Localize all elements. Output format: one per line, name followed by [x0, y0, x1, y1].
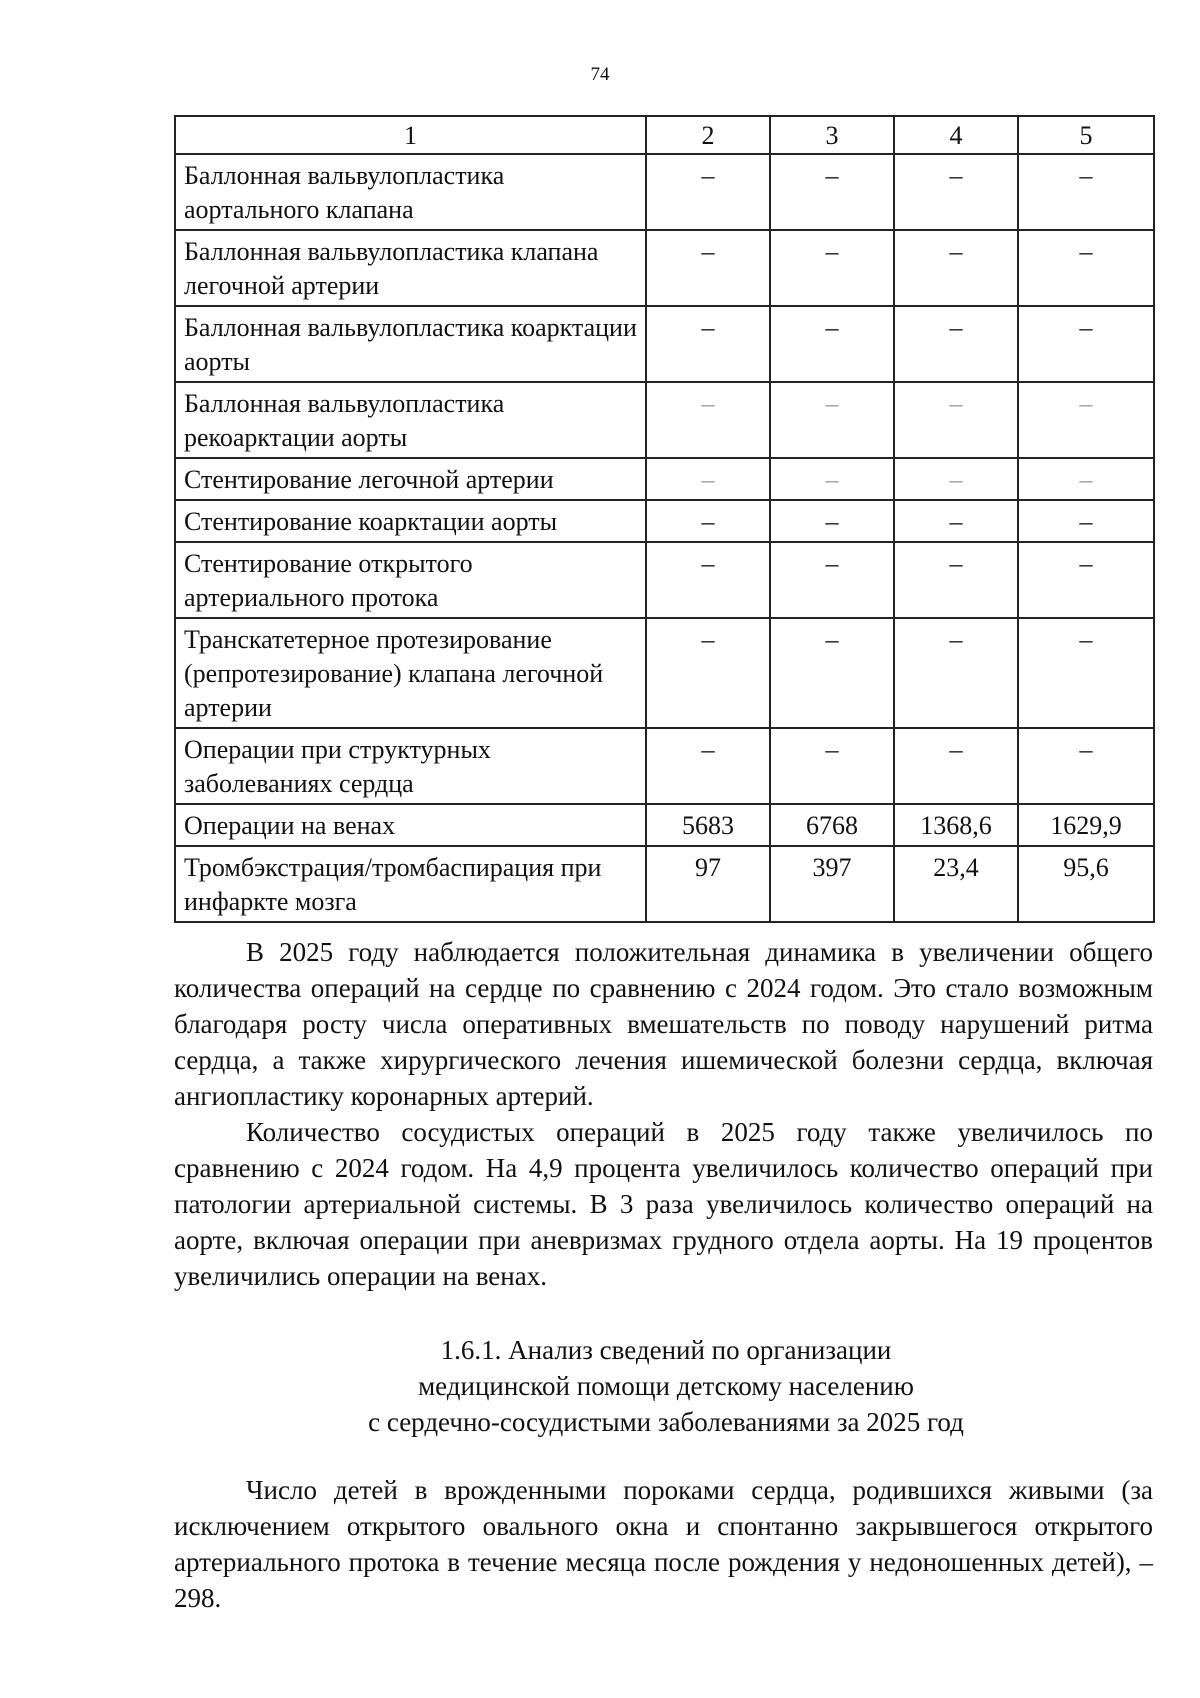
row-label: Стентирование легочной артерии: [175, 458, 646, 500]
cell-value: –: [1018, 230, 1154, 306]
table-row: [175, 382, 1154, 458]
section-heading-line: 1.6.1. Анализ сведений по организации: [440, 1335, 892, 1365]
paragraph-heart-surgery: В 2025 году наблюдается положительная динамика в увеличении общего количества операций на сердце по сравнению с 2024 годом. Это стало возможным благодаря росту числа оперативных вмешательств по поводу нарушений ритма сердца, а также хирургического лечения ишемической болезни сердца, включая ангиопластику коронарных артерий.: [174, 937, 1153, 1111]
header-cell: 1: [175, 116, 646, 154]
cell-value: –: [1018, 154, 1154, 230]
row-label: Стентирование открытого артериального протока: [175, 542, 646, 618]
cell-value: –: [646, 618, 770, 728]
cell-value: –: [894, 500, 1018, 542]
cell-value: –: [770, 728, 894, 804]
cell-value: –: [894, 154, 1018, 230]
cell-value: –: [646, 230, 770, 306]
header-cell: 4: [894, 116, 1018, 154]
table-row: [175, 728, 1154, 804]
cell-value: –: [770, 382, 894, 458]
cell-value: –: [1018, 618, 1154, 728]
cell-value: –: [894, 618, 1018, 728]
cell-value: –: [770, 230, 894, 306]
cell-value: 1629,9: [1018, 804, 1154, 846]
header-cell: 5: [1018, 116, 1154, 154]
table-row: [175, 542, 1154, 618]
procedures-table: [174, 115, 1155, 923]
cell-value: –: [894, 230, 1018, 306]
table-row: [175, 500, 1154, 542]
row-label: Баллонная вальвулопластика аортального клапана: [175, 154, 646, 230]
table-row: [175, 230, 1154, 306]
table-row: [175, 618, 1154, 728]
cell-value: –: [894, 542, 1018, 618]
table-row: [175, 846, 1154, 922]
page-number: 74: [590, 64, 610, 85]
cell-value: –: [1018, 542, 1154, 618]
row-label: Транскатетерное протезирование (репротезирование) клапана легочной артерии: [175, 618, 646, 728]
cell-value: –: [646, 458, 770, 500]
cell-value: –: [646, 306, 770, 382]
cell-value: –: [770, 458, 894, 500]
table-row: [175, 804, 1154, 846]
cell-value: –: [894, 728, 1018, 804]
table-row: [175, 154, 1154, 230]
cell-value: 1368,6: [894, 804, 1018, 846]
cell-value: 5683: [646, 804, 770, 846]
row-label: Баллонная вальвулопластика рекоарктации аорты: [175, 382, 646, 458]
cell-value: –: [770, 542, 894, 618]
header-cell: 3: [770, 116, 894, 154]
section-heading-line: с сердечно-сосудистыми заболеваниями за 2025 год: [368, 1407, 964, 1437]
section-heading-line: медицинской помощи детскому населению: [418, 1371, 914, 1401]
cell-value: –: [1018, 500, 1154, 542]
cell-value: –: [770, 500, 894, 542]
row-label: Стентирование коарктации аорты: [175, 500, 646, 542]
row-label: Операции на венах: [175, 804, 646, 846]
cell-value: 95,6: [1018, 846, 1154, 922]
row-label: Тромбэкстрация/тромбаспирация при инфаркте мозга: [175, 846, 646, 922]
cell-value: 97: [646, 846, 770, 922]
cell-value: –: [1018, 728, 1154, 804]
row-label: Баллонная вальвулопластика клапана легочной артерии: [175, 230, 646, 306]
cell-value: –: [646, 728, 770, 804]
cell-value: –: [894, 382, 1018, 458]
row-label: Операции при структурных заболеваниях сердца: [175, 728, 646, 804]
cell-value: –: [770, 154, 894, 230]
cell-value: –: [646, 154, 770, 230]
cell-value: –: [894, 306, 1018, 382]
table-row: [175, 458, 1154, 500]
cell-value: –: [646, 542, 770, 618]
cell-value: –: [646, 500, 770, 542]
row-label: Баллонная вальвулопластика коарктации аорты: [175, 306, 646, 382]
table-header-row: [175, 116, 1154, 154]
cell-value: 23,4: [894, 846, 1018, 922]
cell-value: –: [1018, 382, 1154, 458]
paragraph-vascular-surgery: Количество сосудистых операций в 2025 году также увеличилось по сравнению с 2024 годом. На 4,9 процента увеличилось количество операций при патологии артериальной системы. В 3 раза увеличилось количество операций на аорте, включая операции при аневризмах грудного отдела аорты. На 19 процентов увеличились операции на венах.: [174, 1117, 1153, 1291]
cell-value: –: [894, 458, 1018, 500]
cell-value: –: [770, 306, 894, 382]
table-row: [175, 306, 1154, 382]
cell-value: 6768: [770, 804, 894, 846]
cell-value: –: [770, 618, 894, 728]
paragraph-congenital-defects: Число детей в врожденными пороками сердца, родившихся живыми (за исключением открытого овального окна и спонтанно закрывшегося открытого артериального протока в течение месяца после рождения у недоношенных детей), – 298.: [174, 1475, 1153, 1613]
cell-value: –: [1018, 306, 1154, 382]
header-cell: 2: [646, 116, 770, 154]
cell-value: –: [646, 382, 770, 458]
cell-value: 397: [770, 846, 894, 922]
cell-value: –: [1018, 458, 1154, 500]
section-heading: [0, 1332, 1200, 1440]
